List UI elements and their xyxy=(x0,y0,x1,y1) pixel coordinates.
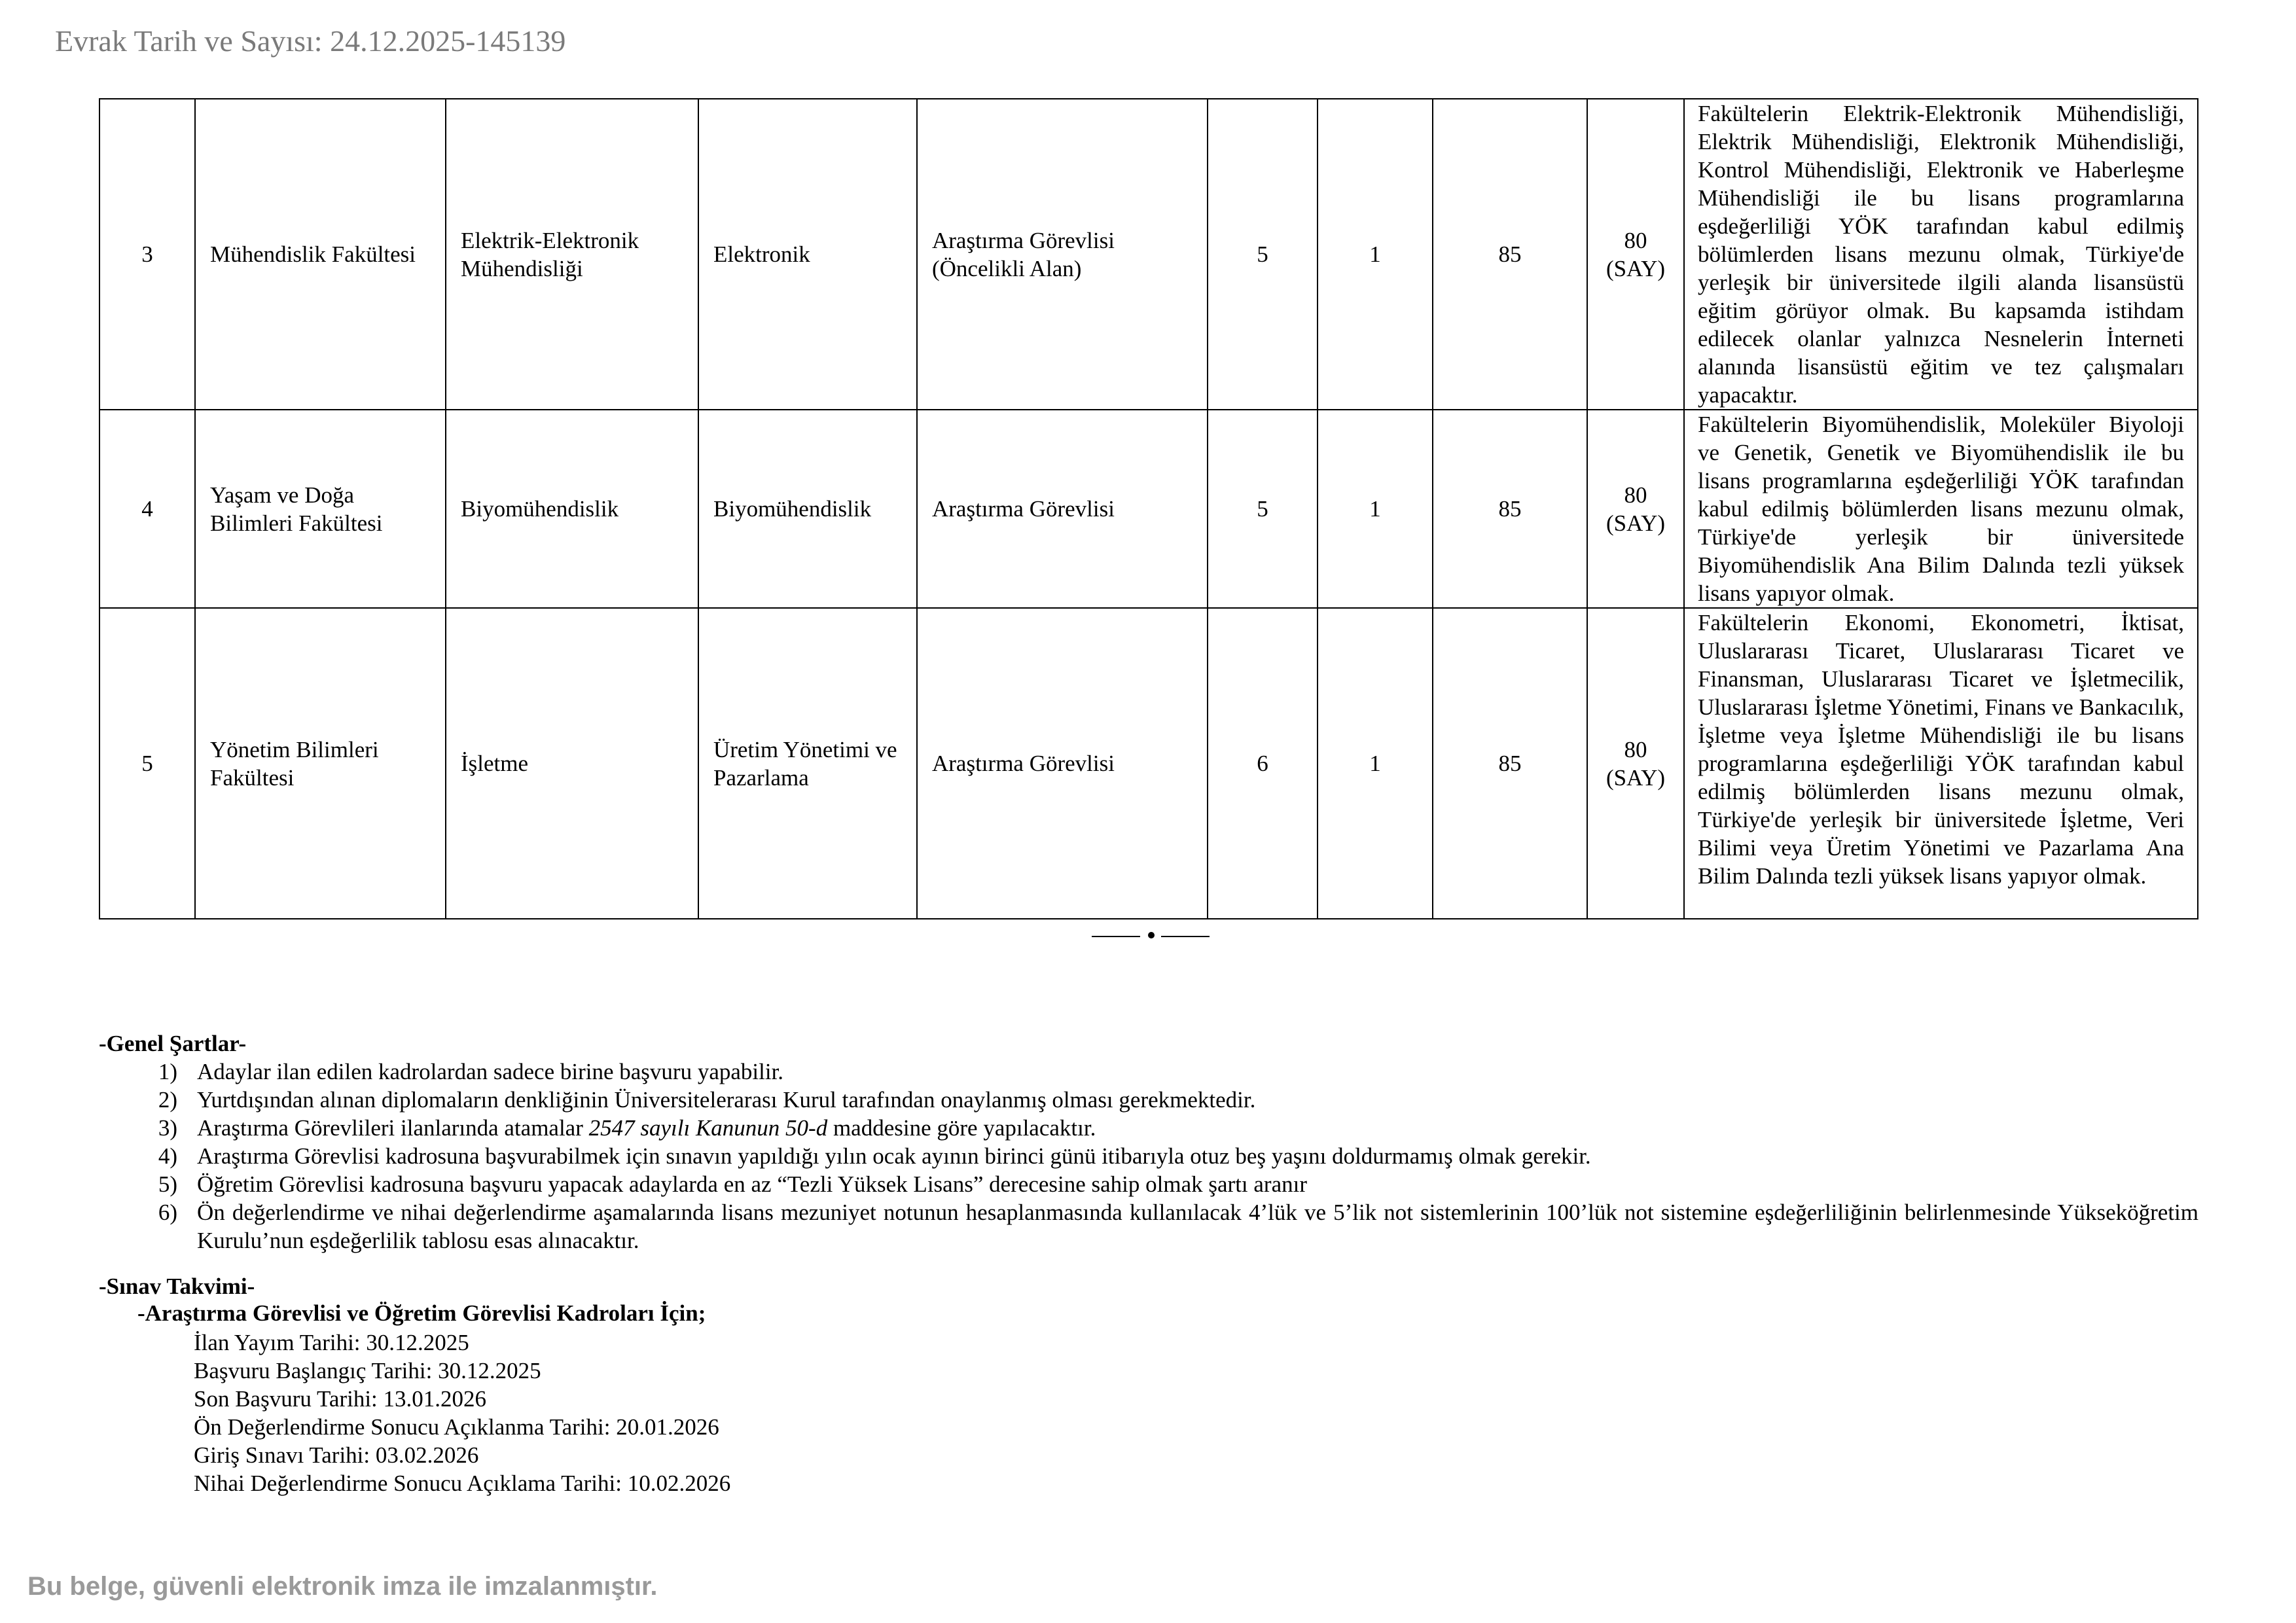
cell-ales: 85 xyxy=(1433,99,1587,410)
cell-count: 1 xyxy=(1318,99,1433,410)
calendar-item: Nihai Değerlendirme Sonucu Açıklama Tarihi: 10.02.2026 xyxy=(194,1471,731,1496)
table-row xyxy=(99,608,2198,919)
cell-no: 3 xyxy=(99,99,195,410)
cell-faculty: Yaşam ve Doğa Bilimleri Fakültesi xyxy=(195,410,446,608)
list-number: 4) xyxy=(158,1143,177,1169)
calendar-item: Giriş Sınavı Tarihi: 03.02.2026 xyxy=(194,1442,479,1468)
exam-calendar-list xyxy=(194,1329,730,1497)
cell-ales: 85 xyxy=(1433,608,1587,919)
cell-degree: 6 xyxy=(1208,608,1318,919)
exam-calendar-subheading: -Araştırma Görevlisi ve Öğretim Görevlisi Kadroları İçin; xyxy=(137,1300,706,1326)
list-text-post: maddesine göre yapılacaktır. xyxy=(827,1115,1096,1141)
cell-faculty: Yönetim Bilimleri Fakültesi xyxy=(195,608,446,919)
list-number: 5) xyxy=(158,1171,177,1197)
list-text: Araştırma Görevlisi kadrosuna başvurabilmek için sınavın yapıldığı yılın ocak ayının birinci günü itibarıyla otuz beş yaşını doldurmamış olmak gerekir. xyxy=(197,1143,1591,1169)
position-table xyxy=(99,98,2198,919)
cell-no: 5 xyxy=(99,608,195,919)
calendar-item: Son Başvuru Tarihi: 13.01.2026 xyxy=(194,1386,487,1412)
general-conditions-list xyxy=(99,1058,2198,1255)
list-text: Ön değerlendirme ve nihai değerlendirme aşamalarında lisans mezuniyet notunun hesaplanmasında kullanılacak 4’lük ve 5’lik not sistemlerinin 100’lük not sistemine eşdeğerliliğinin belirlenmesinde Yükseköğretim Kurulu’nun eşdeğerlilik tablosu esas alınacaktır. xyxy=(197,1200,2198,1253)
calendar-item: Ön Değerlendirme Sonucu Açıklanma Tarihi: 20.01.2026 xyxy=(194,1414,719,1440)
cell-title: Araştırma Görevlisi (Öncelikli Alan) xyxy=(917,99,1208,410)
cell-language-score: 80 (SAY) xyxy=(1587,608,1684,919)
calendar-item: Başvuru Başlangıç Tarihi: 30.12.2025 xyxy=(194,1358,541,1383)
cell-title: Araştırma Görevlisi xyxy=(917,410,1208,608)
list-text: Öğretim Görevlisi kadrosuna başvuru yapacak adaylarda en az “Tezli Yüksek Lisans” derecesine sahip olmak şartı aranır xyxy=(197,1171,1307,1197)
cell-language-score: 80 (SAY) xyxy=(1587,99,1684,410)
table-row xyxy=(99,99,2198,410)
list-number: 6) xyxy=(158,1200,177,1225)
cell-degree: 5 xyxy=(1208,410,1318,608)
exam-calendar-heading: -Sınav Takvimi- xyxy=(99,1274,255,1299)
list-item xyxy=(99,1058,2198,1086)
cell-abd: Elektronik xyxy=(698,99,917,410)
list-text: Adaylar ilan edilen kadrolardan sadece birine başvuru yapabilir. xyxy=(197,1059,784,1084)
calendar-item: İlan Yayım Tarihi: 30.12.2025 xyxy=(194,1330,469,1355)
list-number: 1) xyxy=(158,1059,177,1084)
list-item xyxy=(99,1086,2198,1114)
cell-language-score: 80 (SAY) xyxy=(1587,410,1684,608)
cell-degree: 5 xyxy=(1208,99,1318,410)
cell-ales: 85 xyxy=(1433,410,1587,608)
cell-requirements: Fakültelerin Biyomühendislik, Moleküler Biyoloji ve Genetik, Genetik ve Biyomühendislik ile bu lisans programlarına eşdeğerliliği YÖK tarafından kabul edilmiş bölümlerden lisans mezunu olmak, Türkiye'de yerleşik bir üniversitede Biyomühendislik Ana Bilim Dalında tezli yüksek lisans yapıyor olmak. xyxy=(1684,410,2198,608)
list-text-pre: Araştırma Görevlileri ilanlarında atamalar xyxy=(197,1115,589,1141)
list-number: 3) xyxy=(158,1115,177,1141)
list-number: 2) xyxy=(158,1087,177,1113)
general-conditions-heading: -Genel Şartlar- xyxy=(99,1031,247,1056)
section-separator xyxy=(1092,923,1210,949)
list-text xyxy=(197,1114,2198,1142)
cell-abd: Üretim Yönetimi ve Pazarlama xyxy=(698,608,917,919)
cell-department: İşletme xyxy=(446,608,698,919)
cell-faculty: Mühendislik Fakültesi xyxy=(195,99,446,410)
cell-count: 1 xyxy=(1318,410,1433,608)
cell-department: Elektrik-Elektronik Mühendisliği xyxy=(446,99,698,410)
law-reference: 2547 sayılı Kanunun 50-d xyxy=(588,1115,828,1141)
cell-requirements: Fakültelerin Elektrik-Elektronik Mühendisliği, Elektrik Mühendisliği, Elektronik Mühendisliği, Kontrol Mühendisliği, Elektronik ve Haberleşme Mühendisliği ile bu lisans programlarına eşdeğerliliği YÖK tarafından kabul edilmiş bölümlerden lisans mezunu olmak, Türkiye'de yerleşik bir üniversitede ilgili alanda lisansüstü eğitim görüyor olmak. Bu kapsamda istihdam edilecek olanlar yalnızca Nesnelerin İnterneti alanında lisansüstü eğitim ve tez çalışmaları yapacaktır. xyxy=(1684,99,2198,410)
list-item xyxy=(99,1198,2198,1255)
list-text: Yurtdışından alınan diplomaların denkliğinin Üniversitelerarası Kurul tarafından onaylanmış olması gerekmektedir. xyxy=(197,1087,1256,1113)
table-row xyxy=(99,410,2198,608)
cell-requirements: Fakültelerin Ekonomi, Ekonometri, İktisat, Uluslararası Ticaret, Uluslararası Ticaret ve Finansman, Uluslararası Ticaret ve İşletmecilik, Uluslararası İşletme Yönetimi, Finans ve Bankacılık, İşletme veya İşletme Mühendisliği ile bu lisans programlarına eşdeğerliliği YÖK tarafından kabul edilmiş bölümlerden lisans mezunu olmak, Türkiye'de yerleşik bir üniversitede İşletme, Veri Bilimi veya Üretim Yönetimi ve Pazarlama Ana Bilim Dalında tezli yüksek lisans yapıyor olmak. xyxy=(1684,608,2198,919)
cell-no: 4 xyxy=(99,410,195,608)
document-reference: Evrak Tarih ve Sayısı: 24.12.2025-145139 xyxy=(55,24,566,58)
cell-count: 1 xyxy=(1318,608,1433,919)
list-item xyxy=(99,1114,2198,1142)
list-item xyxy=(99,1142,2198,1170)
cell-title: Araştırma Görevlisi xyxy=(917,608,1208,919)
list-item xyxy=(99,1170,2198,1198)
cell-abd: Biyomühendislik xyxy=(698,410,917,608)
e-signature-notice: Bu belge, güvenli elektronik imza ile imzalanmıştır. xyxy=(27,1572,658,1601)
cell-department: Biyomühendislik xyxy=(446,410,698,608)
